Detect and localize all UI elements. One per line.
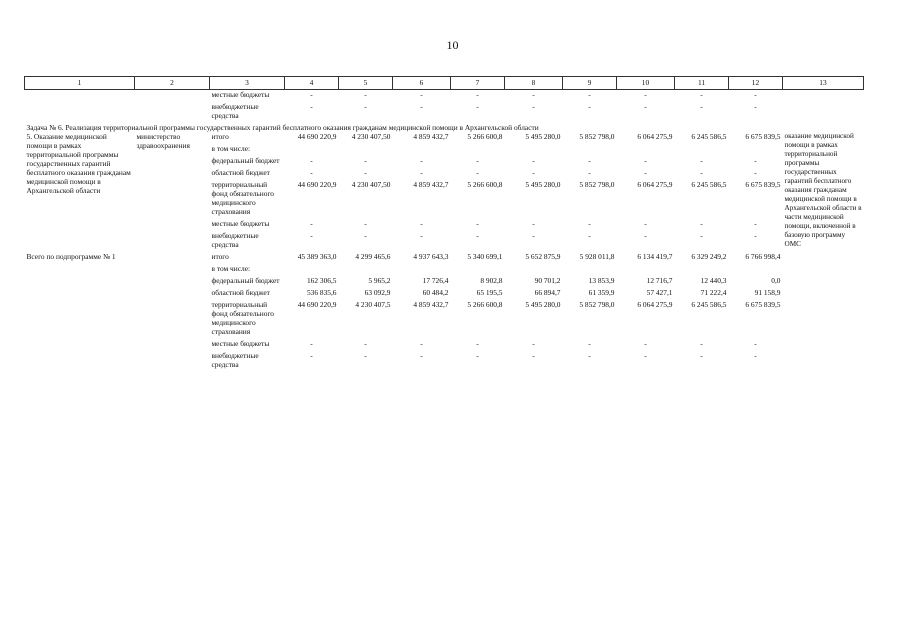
value-cell: - — [700, 90, 703, 99]
value-cell — [393, 144, 451, 153]
value-cell — [339, 144, 393, 153]
executor-cell — [135, 90, 210, 100]
value-cell: 5 852 798,0 — [579, 132, 615, 141]
value-cell: - — [532, 231, 535, 240]
header-column-5: 5 — [339, 77, 393, 90]
value-cell: 6 675 839,5 — [745, 300, 781, 309]
value-cell: - — [588, 102, 591, 111]
result-cell — [783, 90, 864, 100]
value-cell: - — [364, 219, 367, 228]
value-cell — [285, 264, 339, 273]
table-row — [25, 132, 864, 141]
value-cell: - — [644, 339, 647, 348]
value-cell: - — [310, 156, 313, 165]
value-cell: - — [700, 231, 703, 240]
header-column-2: 2 — [135, 77, 210, 90]
value-cell: 17 726,4 — [422, 276, 449, 285]
table-row — [25, 90, 864, 100]
value-cell: - — [476, 339, 479, 348]
value-cell: 5 495 280,0 — [525, 180, 561, 189]
task-title: Задача № 6. Реализация территориальной программы государственных гарантий бесплатного оказания гражданам медицинской помощи в Архангельской области — [26, 123, 539, 132]
value-cell — [729, 144, 783, 153]
value-cell: 6 245 586,5 — [691, 180, 727, 189]
value-cell: - — [310, 339, 313, 348]
value-cell: 6 064 275,9 — [637, 300, 673, 309]
value-cell: 61 359,9 — [588, 288, 615, 297]
funding-source-cell: областной бюджет — [211, 288, 270, 297]
value-cell: 65 195,5 — [476, 288, 503, 297]
value-cell: 90 701,2 — [534, 276, 561, 285]
value-cell: - — [754, 168, 757, 177]
value-cell: - — [754, 231, 757, 240]
value-cell: - — [588, 156, 591, 165]
header-column-8: 8 — [505, 77, 563, 90]
program-financing-table — [24, 76, 864, 372]
value-cell: 162 306,5 — [306, 276, 337, 285]
value-cell: - — [310, 168, 313, 177]
funding-source-cell: федеральный бюджет — [211, 276, 280, 285]
funding-source-cell: территориальный фонд обязательного медицинского страхования — [211, 300, 274, 336]
value-cell: - — [588, 90, 591, 99]
page-number: 10 — [446, 38, 459, 52]
value-cell: 5 495 280,0 — [525, 132, 561, 141]
value-cell: 5 965,2 — [368, 276, 391, 285]
value-cell: 5 340 699,1 — [467, 252, 503, 261]
value-cell: 44 690 220,9 — [297, 132, 337, 141]
header-column-1: 1 — [25, 77, 135, 90]
value-cell: - — [476, 168, 479, 177]
value-cell: - — [310, 90, 313, 99]
result-cell — [783, 102, 864, 120]
funding-source-cell: территориальный фонд обязательного медицинского страхования — [211, 180, 274, 216]
value-cell: 4 859 432,7 — [413, 132, 449, 141]
value-cell: - — [364, 156, 367, 165]
funding-source-cell: федеральный бюджет — [211, 156, 280, 165]
value-cell: 4 859 432,7 — [413, 300, 449, 309]
value-cell — [563, 144, 617, 153]
value-cell: - — [420, 90, 423, 99]
value-cell: 5 852 798,0 — [579, 300, 615, 309]
executor-cell — [135, 102, 210, 120]
value-cell: - — [588, 339, 591, 348]
value-cell: 6 064 275,9 — [637, 180, 673, 189]
value-cell: - — [644, 168, 647, 177]
value-cell: - — [420, 339, 423, 348]
measure-name-cell: Всего по подпрограмме № 1 — [26, 252, 116, 261]
value-cell — [563, 264, 617, 273]
header-column-12: 12 — [729, 77, 783, 90]
value-cell: 4 859 432,7 — [413, 180, 449, 189]
table-row — [25, 252, 864, 261]
value-cell: 12 716,7 — [646, 276, 673, 285]
value-cell: 4 230 407,50 — [351, 180, 391, 189]
header-column-9: 9 — [563, 77, 617, 90]
executor-cell — [135, 252, 210, 372]
table-header — [25, 77, 864, 90]
value-cell: 45 389 363,0 — [297, 252, 337, 261]
value-cell: - — [310, 219, 313, 228]
value-cell: - — [364, 231, 367, 240]
value-cell: 4 299 465,6 — [355, 252, 391, 261]
value-cell: - — [420, 168, 423, 177]
value-cell: - — [588, 231, 591, 240]
funding-source-cell: областной бюджет — [211, 168, 270, 177]
value-cell: - — [364, 90, 367, 99]
value-cell: - — [754, 339, 757, 348]
value-cell: - — [532, 219, 535, 228]
value-cell: 13 853,9 — [588, 276, 615, 285]
value-cell: 6 245 586,5 — [691, 300, 727, 309]
value-cell: 63 092,9 — [364, 288, 391, 297]
value-cell: - — [644, 351, 647, 360]
value-cell: 5 852 798,0 — [579, 180, 615, 189]
value-cell: 5 266 600,8 — [467, 180, 503, 189]
value-cell: 6 329 249,2 — [691, 252, 727, 261]
funding-source-cell: внебюджетные средства — [211, 351, 259, 369]
value-cell: - — [700, 102, 703, 111]
value-cell: - — [420, 102, 423, 111]
value-cell: - — [476, 102, 479, 111]
value-cell: 60 484,2 — [422, 288, 449, 297]
funding-source-cell: итого — [211, 132, 229, 141]
value-cell: 5 266 600,8 — [467, 132, 503, 141]
value-cell: 4 230 407,5 — [355, 300, 391, 309]
value-cell: - — [644, 156, 647, 165]
value-cell: 12 440,3 — [700, 276, 727, 285]
result-cell — [783, 252, 864, 372]
value-cell: 6 675 839,5 — [745, 180, 781, 189]
value-cell — [285, 144, 339, 153]
value-cell: 5 652 875,9 — [525, 252, 561, 261]
funding-source-cell: в том числе: — [211, 144, 251, 153]
value-cell: - — [476, 90, 479, 99]
header-column-6: 6 — [393, 77, 451, 90]
task-row — [25, 123, 864, 132]
value-cell: - — [364, 168, 367, 177]
value-cell: - — [588, 219, 591, 228]
value-cell — [451, 264, 505, 273]
value-cell — [729, 264, 783, 273]
value-cell: 57 427,1 — [646, 288, 673, 297]
value-cell: 6 675 839,5 — [745, 132, 781, 141]
table-body — [25, 90, 864, 373]
result-cell: оказание медицинской помощи в рамках территориальной программы государственных гарантий бесплатного оказания гражданам медицинской помощи в Архангельской области в части медицинской помощи, включенной в базовую программу ОМС — [784, 132, 862, 248]
value-cell: 44 690 220,9 — [297, 180, 337, 189]
value-cell: 4 230 407,50 — [351, 132, 391, 141]
value-cell — [617, 264, 675, 273]
value-cell: - — [754, 219, 757, 228]
value-cell: - — [420, 351, 423, 360]
value-cell — [339, 264, 393, 273]
value-cell: - — [588, 168, 591, 177]
header-column-11: 11 — [675, 77, 729, 90]
value-cell: 71 222,4 — [700, 288, 727, 297]
gap-cell — [210, 369, 783, 372]
value-cell: - — [588, 351, 591, 360]
value-cell: - — [364, 351, 367, 360]
value-cell: 6 766 998,4 — [745, 252, 781, 261]
value-cell: - — [310, 102, 313, 111]
value-cell — [675, 264, 729, 273]
value-cell — [505, 144, 563, 153]
value-cell: - — [310, 231, 313, 240]
value-cell: 44 690 220,9 — [297, 300, 337, 309]
funding-source-cell: внебюджетные средства — [211, 231, 259, 249]
value-cell: - — [644, 219, 647, 228]
value-cell — [393, 264, 451, 273]
value-cell: - — [420, 219, 423, 228]
value-cell: - — [754, 90, 757, 99]
value-cell — [451, 144, 505, 153]
header-column-13: 13 — [783, 77, 864, 90]
header-column-4: 4 — [285, 77, 339, 90]
value-cell: 536 835,6 — [306, 288, 337, 297]
executor-cell: министерство здравоохранения — [136, 132, 190, 150]
value-cell: - — [532, 339, 535, 348]
value-cell: - — [700, 219, 703, 228]
funding-source-cell: итого — [211, 252, 229, 261]
measure-name-cell: 5. Оказание медицинской помощи в рамках территориальной программы государственных гарантий бесплатного оказания гражданам медицинской помощи в Архангельской области — [26, 132, 131, 195]
value-cell: - — [754, 156, 757, 165]
value-cell: - — [532, 90, 535, 99]
value-cell: - — [476, 231, 479, 240]
value-cell: 5 928 011,8 — [579, 252, 615, 261]
value-cell: 6 134 419,7 — [637, 252, 673, 261]
value-cell: - — [476, 219, 479, 228]
value-cell: - — [364, 339, 367, 348]
value-cell: 5 495 280,0 — [525, 300, 561, 309]
value-cell: - — [476, 156, 479, 165]
value-cell: - — [476, 351, 479, 360]
value-cell: - — [532, 156, 535, 165]
value-cell: - — [420, 231, 423, 240]
value-cell: 6 064 275,9 — [637, 132, 673, 141]
value-cell: - — [644, 90, 647, 99]
value-cell: - — [754, 102, 757, 111]
header-column-10: 10 — [617, 77, 675, 90]
value-cell: - — [700, 168, 703, 177]
value-cell: 66 894,7 — [534, 288, 561, 297]
value-cell: 0,0 — [771, 276, 781, 285]
funding-source-cell: местные бюджеты — [211, 219, 270, 228]
value-cell: 5 266 600,8 — [467, 300, 503, 309]
value-cell: 91 158,9 — [754, 288, 781, 297]
value-cell: - — [700, 339, 703, 348]
value-cell: - — [644, 231, 647, 240]
funding-source-cell: внебюджетные средства — [211, 102, 259, 120]
measure-name-cell — [25, 90, 135, 100]
funding-source-cell: местные бюджеты — [211, 90, 270, 99]
value-cell — [617, 144, 675, 153]
value-cell: - — [700, 156, 703, 165]
value-cell: 8 902,8 — [480, 276, 503, 285]
table-row — [25, 102, 864, 120]
value-cell: - — [532, 351, 535, 360]
measure-name-cell — [25, 102, 135, 120]
value-cell — [505, 264, 563, 273]
value-cell: - — [310, 351, 313, 360]
header-column-3: 3 — [210, 77, 285, 90]
value-cell: - — [532, 102, 535, 111]
value-cell: 6 245 586,5 — [691, 132, 727, 141]
value-cell — [675, 144, 729, 153]
value-cell: - — [364, 102, 367, 111]
header-column-7: 7 — [451, 77, 505, 90]
value-cell: - — [420, 156, 423, 165]
funding-source-cell: в том числе: — [211, 264, 251, 273]
value-cell: - — [532, 168, 535, 177]
value-cell: - — [644, 102, 647, 111]
value-cell: - — [754, 351, 757, 360]
funding-source-cell: местные бюджеты — [211, 339, 270, 348]
value-cell: - — [700, 351, 703, 360]
value-cell: 4 937 643,3 — [413, 252, 449, 261]
